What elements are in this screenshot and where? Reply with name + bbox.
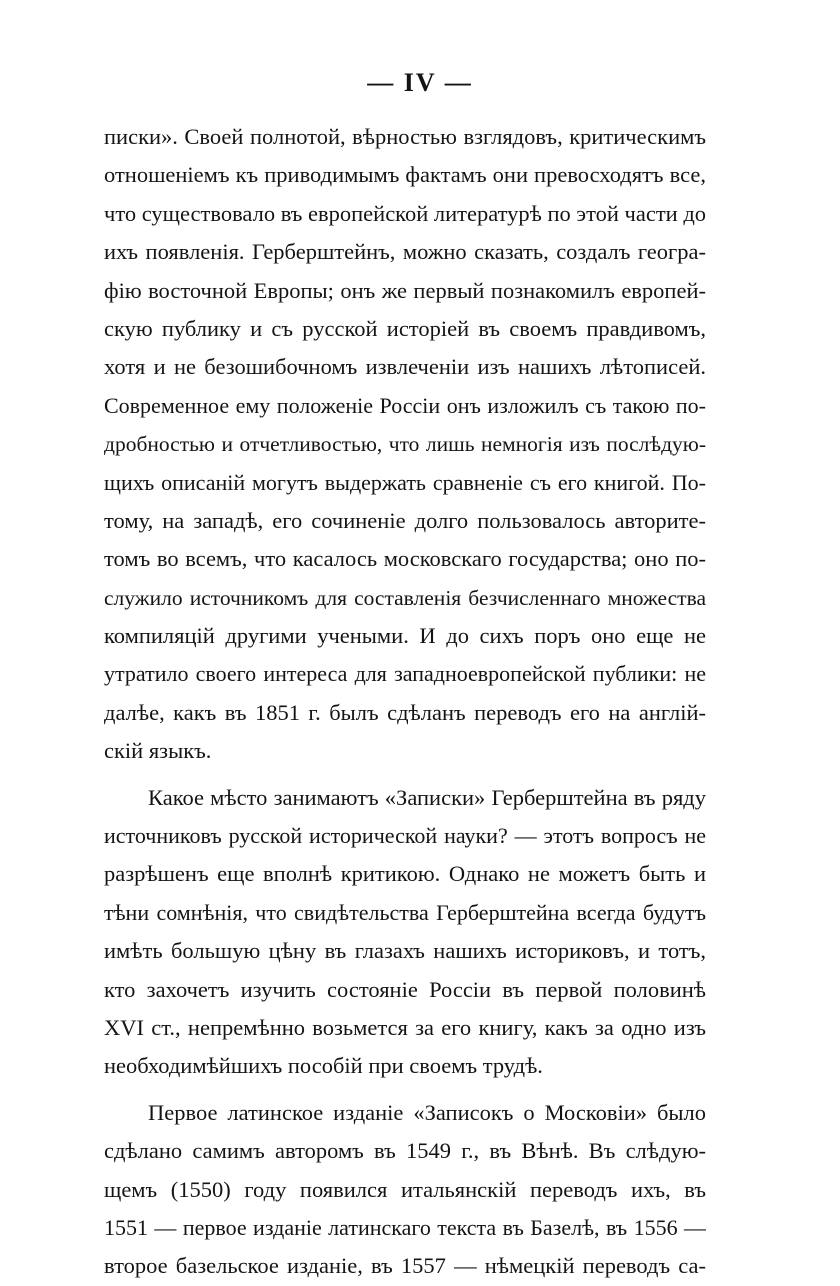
text-line: Какое мѣсто занимаютъ «Записки» Герберштейна въ ряду (148, 784, 706, 810)
text-line: имѣть большую цѣну въ глазахъ нашихъ историковъ, и тотъ, (104, 938, 706, 964)
text-line: дробностью и отчетливостью, что лишь немногія изъ послѣдую- (104, 432, 706, 457)
text-line: Современное ему положеніе Россіи онъ изложилъ съ такою по- (104, 392, 706, 418)
page-number: — IV — (367, 68, 473, 97)
text-line: отношеніемъ къ приводимымъ фактамъ они превосходятъ все, (104, 162, 706, 188)
text-line: разрѣшенъ еще вполнѣ критикою. Однако не можетъ быть и (104, 861, 706, 887)
text-line: хотя и не безошибочномъ извлеченіи изъ нашихъ лѣтописей. (104, 354, 706, 380)
paragraph-1 (104, 118, 706, 771)
text-line: тѣни сомнѣнія, что свидѣтельства Герберштейна всегда будутъ (104, 899, 706, 925)
text-line: служило источникомъ для составленія безчисленнаго множества (104, 585, 706, 610)
text-line: томъ во всемъ, что касалось московскаго государства; оно по- (104, 546, 706, 572)
text-line: Первое латинское изданіе «Записокъ о Московіи» было (148, 1099, 706, 1125)
text-line: писки». Своей полнотой, вѣрностью взглядовъ, критическимъ (104, 124, 706, 149)
text-line: второе базельское изданіе, въ 1557 — нѣмецкій переводъ са- (104, 1253, 706, 1279)
body-text (104, 118, 706, 1286)
text-line: сдѣлано самимъ авторомъ въ 1549 г., въ Вѣнѣ. Въ слѣдую- (104, 1138, 706, 1164)
text-line: кто захочетъ изучить состояніе Россіи въ первой половинѣ (104, 976, 706, 1002)
text-line: далѣе, какъ въ 1851 г. былъ сдѣланъ переводъ его на англій- (104, 699, 706, 725)
paragraph-2 (104, 779, 706, 1086)
paragraph-3 (104, 1094, 706, 1286)
text-line: источниковъ русской исторической науки? — этотъ вопросъ не (104, 823, 706, 849)
text-line: скую публику и съ русской исторіей въ своемъ правдивомъ, (104, 315, 706, 341)
text-line: XVI ст., непремѣнно возьмется за его книгу, какъ за одно изъ (104, 1014, 706, 1040)
paragraph-gap (104, 771, 706, 779)
text-line: компиляцій другими учеными. И до сихъ поръ оно еще не (104, 623, 706, 649)
text-line: щемъ (1550) году появился итальянскій переводъ ихъ, въ (104, 1176, 706, 1202)
text-line: скій языкъ. (104, 738, 212, 764)
paragraph-gap (104, 1086, 706, 1094)
text-line: утратило своего интереса для западноевропейской публики: не (104, 661, 706, 687)
text-line: тому, на западѣ, его сочиненіе долго пользовалось авторите- (104, 507, 706, 533)
text-line: необходимѣйшихъ пособій при своемъ трудѣ. (104, 1053, 543, 1079)
text-line: щихъ описаній могутъ выдержать сравненіе съ его книгой. По- (104, 469, 706, 495)
text-line: что существовало въ европейской литературѣ по этой части до (104, 200, 706, 226)
text-line: ихъ появленія. Герберштейнъ, можно сказать, создалъ геогра- (104, 239, 706, 265)
text-line: 1551 — первое изданіе латинскаго текста въ Базелѣ, въ 1556 — (104, 1214, 706, 1240)
text-line: фію восточной Европы; онъ же первый познакомилъ европей- (104, 277, 706, 303)
